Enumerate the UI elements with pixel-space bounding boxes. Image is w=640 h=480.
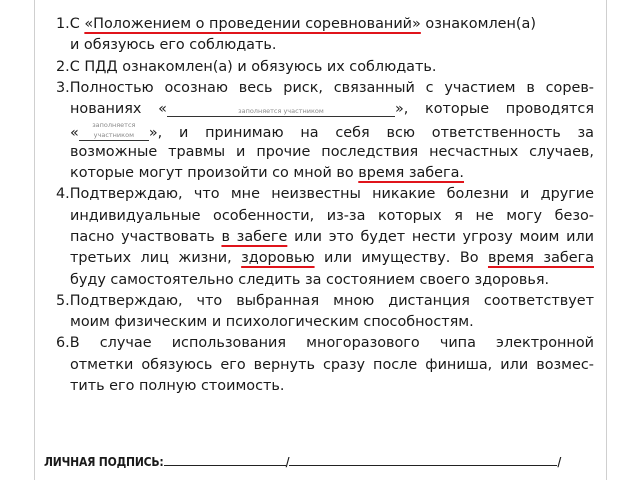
- clause-5: [56, 291, 594, 334]
- clause-number: 2.: [56, 58, 70, 75]
- clause-text: », и принимаю на себя всю ответственность за: [148, 125, 594, 142]
- clause-number: 5.: [56, 292, 70, 309]
- clause-line: отметки обязуюсь его вернуть сразу после финиша, или возмес-: [70, 356, 594, 373]
- clause-number: 6.: [56, 335, 70, 352]
- page-edge-right: [606, 0, 607, 480]
- clause-line: возможные травмы и прочие последствия несчастных случаев,: [70, 143, 594, 160]
- clause-text: Подтверждаю, что мне неизвестны никакие болезни и другие: [69, 186, 594, 203]
- highlighted-phrase: время забега: [487, 250, 594, 267]
- clause-1: [56, 14, 594, 57]
- clause-line: [56, 57, 594, 78]
- clause-3: [56, 78, 594, 184]
- clause-text: Подтверждаю, что выбранная мною дистанция соответствует: [69, 292, 594, 309]
- page-edge-left: [34, 0, 35, 480]
- fill-in-blank-competition[interactable]: заполняется участником: [167, 106, 395, 117]
- clause-number: 3.: [56, 79, 70, 96]
- clause-number: 1.: [56, 16, 70, 32]
- clause-line: буду самостоятельно следить за состоянием своего здоровья.: [70, 271, 550, 288]
- clause-line: [56, 163, 594, 184]
- clause-line: [56, 78, 594, 99]
- clause-text: », которые проводятся: [394, 101, 594, 118]
- clause-line: тить его полную стоимость.: [70, 378, 285, 395]
- clause-text: нованиях «: [70, 101, 167, 118]
- clause-line: [56, 291, 594, 312]
- clause-4: [56, 184, 594, 290]
- agreement-text: [56, 14, 594, 397]
- highlighted-phrase: «Положением о проведении соревнований»: [84, 16, 421, 32]
- clause-text: «: [70, 125, 79, 142]
- clause-line: [56, 14, 594, 35]
- clause-text: или имуществу. Во: [314, 250, 488, 267]
- clause-line: [56, 120, 594, 141]
- clause-line: и обязуюсь его соблюдать.: [70, 37, 277, 54]
- signature-separator: /: [557, 455, 562, 469]
- clause-2: [56, 57, 594, 78]
- signature-label: ЛИЧНАЯ ПОДПИСЬ:: [44, 455, 164, 469]
- clause-text: которые могут произойти со мной во: [70, 165, 359, 182]
- clause-line: моим физическим и психологическим способностям.: [70, 314, 474, 331]
- signature-name-field[interactable]: [289, 453, 557, 466]
- clause-number: 4.: [56, 186, 70, 203]
- clause-text: или это будет нести угрозу моим или: [287, 228, 594, 245]
- clause-line: [56, 333, 594, 354]
- clause-line: индивидуальные особенности, из-за которых я не могу безо-: [70, 207, 594, 224]
- clause-text: С: [69, 16, 85, 32]
- fill-in-blank-date[interactable]: заполняется участником: [79, 120, 149, 141]
- clause-text: ознакомлен(а): [420, 16, 536, 32]
- signature-field[interactable]: [164, 453, 286, 466]
- clause-line: [56, 227, 594, 248]
- clause-6: [56, 333, 594, 397]
- clause-line: [56, 184, 594, 205]
- highlighted-phrase: в забеге: [221, 228, 288, 245]
- clause-text: пасно участвовать: [70, 228, 222, 245]
- clause-text: Полностью осознаю весь риск, связанный с участием в сорев-: [69, 79, 594, 96]
- clause-text: третьих лиц жизни,: [70, 250, 242, 267]
- highlighted-phrase: здоровью: [241, 250, 315, 267]
- highlighted-phrase: время забега.: [358, 165, 464, 182]
- clause-text: В случае использования многоразового чипа электронной: [69, 335, 594, 352]
- clause-text: С ПДД ознакомлен(а) и обязуюсь их соблюдать.: [69, 58, 437, 75]
- clause-line: [56, 99, 594, 120]
- clause-line: [56, 248, 594, 269]
- signature-row: [44, 453, 604, 469]
- signature-separator: /: [285, 455, 290, 469]
